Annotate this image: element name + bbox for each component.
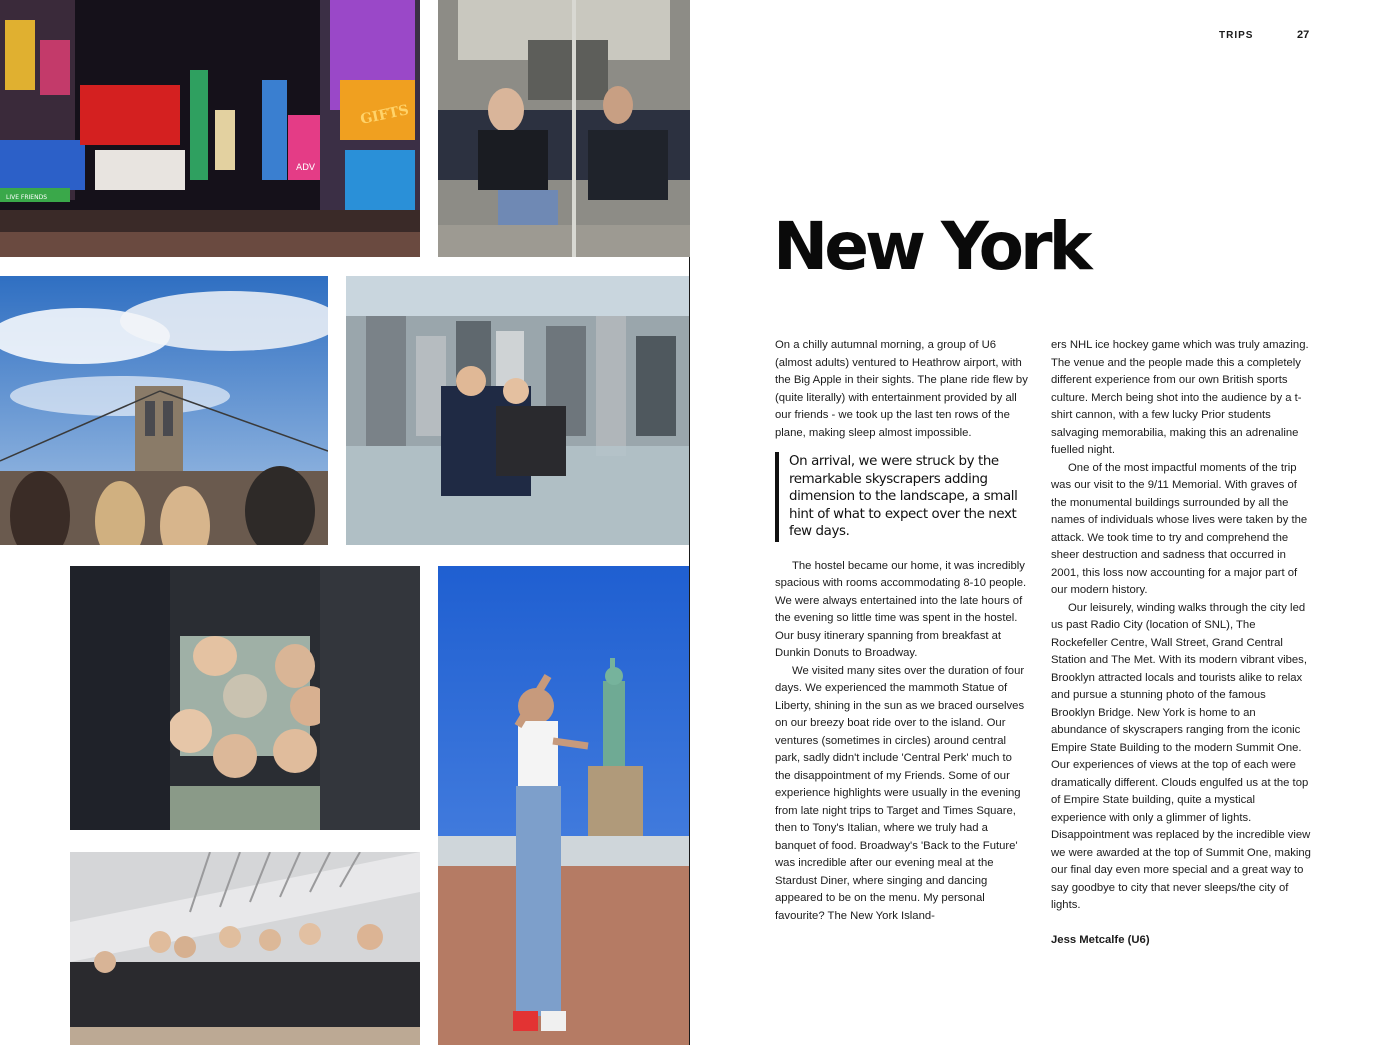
article-column-left: [775, 337, 1030, 925]
author-byline: Jess Metcalfe (U6): [1051, 933, 1150, 946]
article-title: New York: [773, 208, 1089, 285]
body-paragraph: One of the most impactful moments of the trip was our visit to the 9/11 Memorial. With graves of the monumental buildings surrounded by all the names of individuals whose lives were taken by the attack. We took time to try and comprehend the sheer destruction and sadness that occurred in 2001, this loss now accounting for a major part of our modern history.: [1051, 461, 1308, 596]
article-column-right: [1051, 337, 1311, 949]
intro-paragraph: On a chilly autumnal morning, a group of U6 (almost adults) ventured to Heathrow airport, with the Big Apple in their sights. The plane ride flew by (quite literally) with entertainment provided by all our friends - we took up the last ten rows of the plane, making sleep almost impossible.: [775, 339, 1028, 439]
photo-times-square: [0, 0, 420, 257]
store-sign-text: GIFTS: [358, 102, 411, 128]
page-number: 27: [1297, 29, 1310, 41]
pull-quote: On arrival, we were struck by the remarkable skyscrapers adding dimension to the landscape, a small hint of what to expect over the next few days.: [775, 452, 1030, 542]
photo-empire-state-deck: [70, 852, 420, 1045]
body-paragraph: The hostel became our home, it was incredibly spacious with rooms accommodating 8-10 people. We were always entertained into the late hours of the evening so little time was spent in the hostel. Our busy itinerary spanning from breakfast at Dunkin Donuts to Broadway.: [775, 559, 1027, 659]
photo-statue-of-liberty: [438, 566, 690, 1045]
billboard-text: ADV: [296, 163, 316, 173]
banner-text: LIVE FRIENDS: [6, 194, 48, 201]
body-paragraph: ers NHL ice hockey game which was truly amazing. The venue and the people made this a completely different experience from our own British sports culture. Merch being shot into the audience by a t-shirt cannon, with a few lucky Prior students salvaging memorabilia, making this an adrenaline fuelled night.: [1051, 339, 1309, 456]
body-paragraph: We visited many sites over the duration of four days. We experienced the mammoth Statue of Liberty, shining in the sun as we braced ourselves on our breezy boat ride over to the island. Our ventures (sometimes in circles) around central park, sadly didn't include 'Central Perk' much to the disappointment of my Friends. Some of our experience highlights were usually in the evening from late night trips to Target and Times Square, then to Tony's Italian, where we truly had a banquet of food. Broadway's 'Back to the Future' was incredible after our evening meal at the Stardust Diner, where singing and dancing appeared to be on the menu. My personal favourite? The New York Island-: [775, 664, 1025, 922]
page-spine: [689, 257, 690, 1045]
photo-summit-glass-floor: [346, 276, 690, 545]
body-paragraph: Our leisurely, winding walks through the city led us past Radio City (location of SNL), The Rockefeller Centre, Wall Street, Grand Central Station and The Met. With its modern vibrant vibes, Brooklyn attracted locals and tourists alike to relax and pursue a stunning photo of the famous Brooklyn Bridge. New York is home to an abundance of skyscrapers ranging from the iconic Empire State Building to the modern Summit One. Our experiences of views at the top of each were dramatically different. Clouds engulfed us at the top of Empire State building, quite a mystical experience with only a glimmer of lights. Disappointment was replaced by the incredible view we were awarded at the top of Summit One, making our final day even more special and a great way to say goodbye to city that never sleeps/the city of lights.: [1051, 601, 1311, 911]
photo-brooklyn-bridge: [0, 276, 328, 545]
photo-group-circle: [70, 566, 420, 830]
photo-subway-car: [438, 0, 690, 257]
running-header-section: TRIPS: [1219, 30, 1254, 41]
